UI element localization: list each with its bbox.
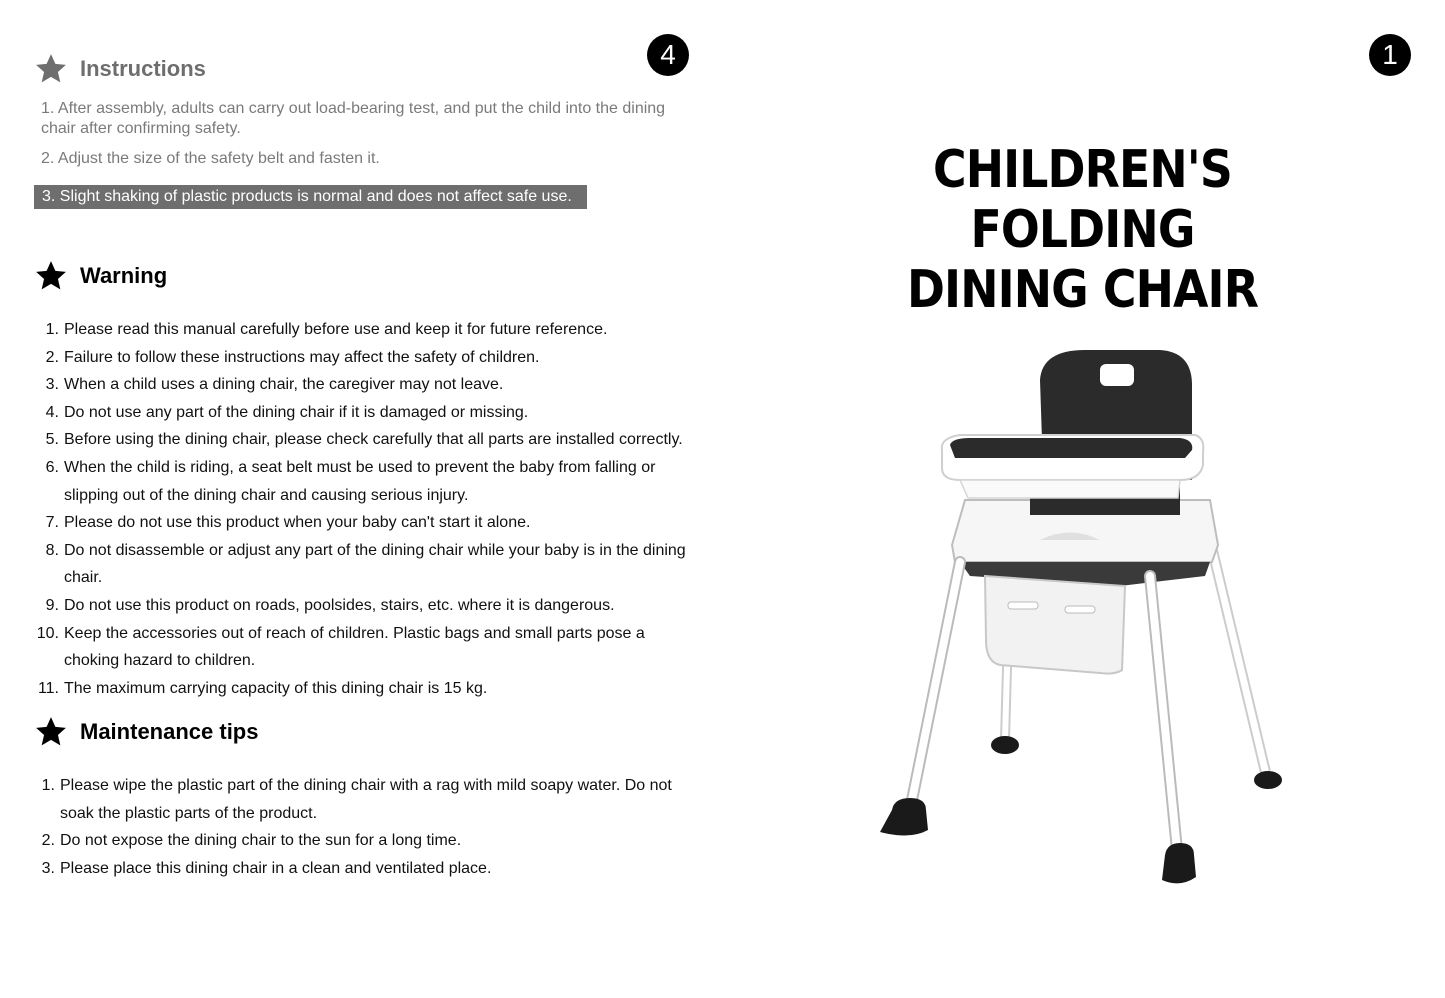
star-icon (34, 259, 68, 293)
warning-heading (34, 259, 167, 293)
warning-list (36, 316, 726, 702)
star-icon (34, 52, 68, 86)
high-chair-illustration (860, 340, 1300, 900)
page-number-badge-right (1369, 34, 1411, 76)
title-line-1: CHILDREN'S FOLDING (932, 140, 1233, 260)
star-icon (34, 715, 68, 749)
instructions-heading (34, 52, 206, 86)
instruction-item-3-highlight: 3. Slight shaking of plastic products is normal and does not affect safe use. (34, 185, 587, 209)
list-item: 3. Please place this dining chair in a clean and ventilated place. (41, 859, 492, 877)
instructions-title: Instructions (80, 56, 206, 81)
list-item: 10. Keep the accessories out of reach of children. Plastic bags and small parts pose a choking hazard to children. (36, 624, 645, 670)
list-item: 7. Please do not use this product when your baby can't start it alone. (45, 514, 531, 532)
list-item: 1. Please read this manual carefully before use and keep it for future reference. (45, 321, 608, 338)
list-item: 1. Please wipe the plastic part of the dining chair with a rag with mild soapy water. Do not soak the plastic parts of the product. (41, 777, 672, 822)
page-number: 4 (660, 39, 676, 70)
page-number: 1 (1382, 39, 1398, 70)
maintenance-heading (34, 715, 258, 749)
instruction-item-2: 2. Adjust the size of the safety belt and fasten it. (41, 150, 380, 167)
list-item: 2. Failure to follow these instructions may affect the safety of children. (45, 348, 540, 366)
list-item: 3. When a child uses a dining chair, the caregiver may not leave. (45, 376, 504, 394)
instruction-item-1: 1. After assembly, adults can carry out load-bearing test, and put the child into the dining chair after confirming safety. (41, 100, 666, 137)
title-line-2: DINING CHAIR (906, 260, 1259, 320)
list-item: 9. Do not use this product on roads, poolsides, stairs, etc. where it is dangerous. (45, 596, 615, 614)
list-item: 11. The maximum carrying capacity of this dining chair is 15 kg. (37, 679, 488, 697)
list-item: 2. Do not expose the dining chair to the sun for a long time. (41, 832, 462, 850)
list-item: 4. Do not use any part of the dining chair if it is damaged or missing. (45, 403, 529, 421)
product-title (834, 140, 1331, 320)
list-item: 8. Do not disassemble or adjust any part of the dining chair while your baby is in the dining chair. (45, 541, 686, 587)
page-number-badge-left (647, 34, 689, 76)
list-item: 5. Before using the dining chair, please check carefully that all parts are installed correctly. (45, 431, 683, 449)
maintenance-title: Maintenance tips (80, 719, 259, 744)
list-item: 6. When the child is riding, a seat belt must be used to prevent the baby from falling or slipping out of the dining chair and causing serious injury. (45, 458, 656, 504)
warning-title: Warning (80, 263, 168, 288)
maintenance-list (38, 772, 718, 882)
